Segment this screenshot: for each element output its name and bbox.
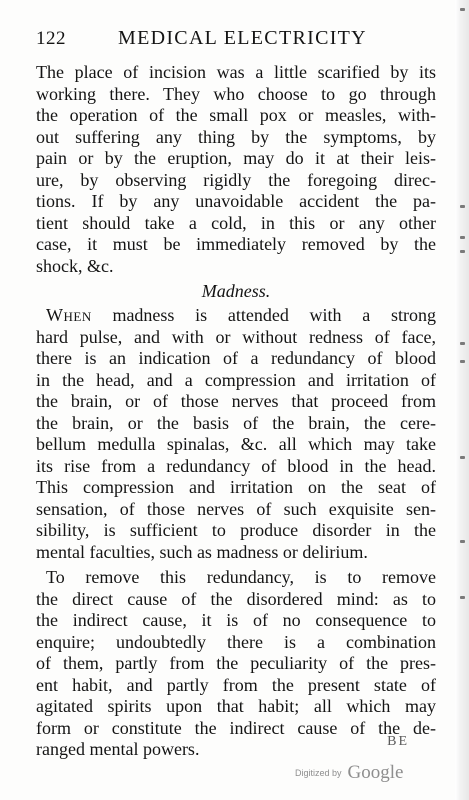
- paragraph-smallpox: [36, 62, 436, 277]
- text-line: The place of incision was a little scarified by its: [36, 62, 436, 82]
- paragraph-remedy: [36, 567, 436, 761]
- text-line: mental faculties, such as madness or delirium.: [36, 541, 368, 562]
- text-line: tions. If by any unavoidable accident the pa-: [36, 191, 436, 211]
- opening-word: When: [46, 305, 92, 325]
- text-line: case, it must be immediately removed by the: [36, 234, 436, 254]
- text-line: working there. They who choose to go through: [36, 83, 436, 104]
- text-line: This compression and irritation on the seat of: [36, 477, 436, 497]
- text-line: ent habit, and partly from the present state of: [36, 674, 436, 695]
- text-line: tient should take a cold, in this or any other: [36, 212, 436, 233]
- page-gutter: [455, 0, 469, 800]
- text-line: there is an indication of a redundancy of blood: [36, 348, 436, 368]
- page-number: 122: [36, 28, 66, 49]
- text-line: enquire; undoubtedly there is a combination: [36, 631, 436, 652]
- text-line: hard pulse, and with or without redness of face,: [36, 326, 436, 347]
- text-line: the operation of the small pox or measles, with-: [36, 105, 436, 125]
- text-line: sibility, is sufficient to produce disorder in the: [36, 520, 436, 540]
- text-line: bellum medulla spinalas, &c. all which may take: [36, 434, 436, 454]
- text-line: in the head, and a compression and irritation of: [36, 369, 436, 390]
- running-head: MEDICAL ELECTRICITY: [118, 27, 367, 49]
- section-heading: Madness.: [201, 281, 271, 301]
- text-line: ranged mental powers.: [36, 739, 200, 759]
- paragraph-madness: [36, 305, 436, 563]
- text-line: the brain, or the basis of the brain, the cere-: [36, 412, 436, 433]
- text-line: [36, 305, 436, 327]
- text-line: the direct cause of the disordered mind: as to: [36, 588, 436, 609]
- body-text: [36, 62, 436, 761]
- watermark-logo: Google: [347, 762, 404, 783]
- text-line: form or constitute the indirect cause of the de-: [36, 717, 436, 738]
- catchword: BE: [387, 734, 409, 749]
- text-line: the indirect cause, it is of no consequence to: [36, 610, 436, 630]
- text-line: agitated spirits upon that habit; all which may: [36, 696, 436, 716]
- page-header: [36, 26, 436, 50]
- text-line: its rise from a redundancy of blood in the head.: [36, 455, 436, 476]
- text-line: out suffering any thing by the symptoms, by: [36, 126, 436, 147]
- text-line: To remove this redundancy, is to remove: [46, 567, 436, 587]
- watermark-prefix: Digitized by: [295, 768, 342, 778]
- digitization-watermark: [295, 762, 403, 786]
- text-line: sensation, of those nerves of such exquisite sen-: [36, 498, 436, 519]
- first-line-text: madness is attended with a strong: [91, 305, 436, 325]
- text-line: the brain, or of those nerves that proceed from: [36, 391, 436, 411]
- text-line: pain or by the eruption, may do it at their leis-: [36, 148, 436, 168]
- text-line: ure, by observing rigidly the foregoing direc-: [36, 169, 436, 190]
- text-line: shock, &c.: [36, 255, 114, 276]
- facing-page-edge: [460, 0, 466, 800]
- text-line: of them, partly from the peculiarity of the pres-: [36, 653, 436, 673]
